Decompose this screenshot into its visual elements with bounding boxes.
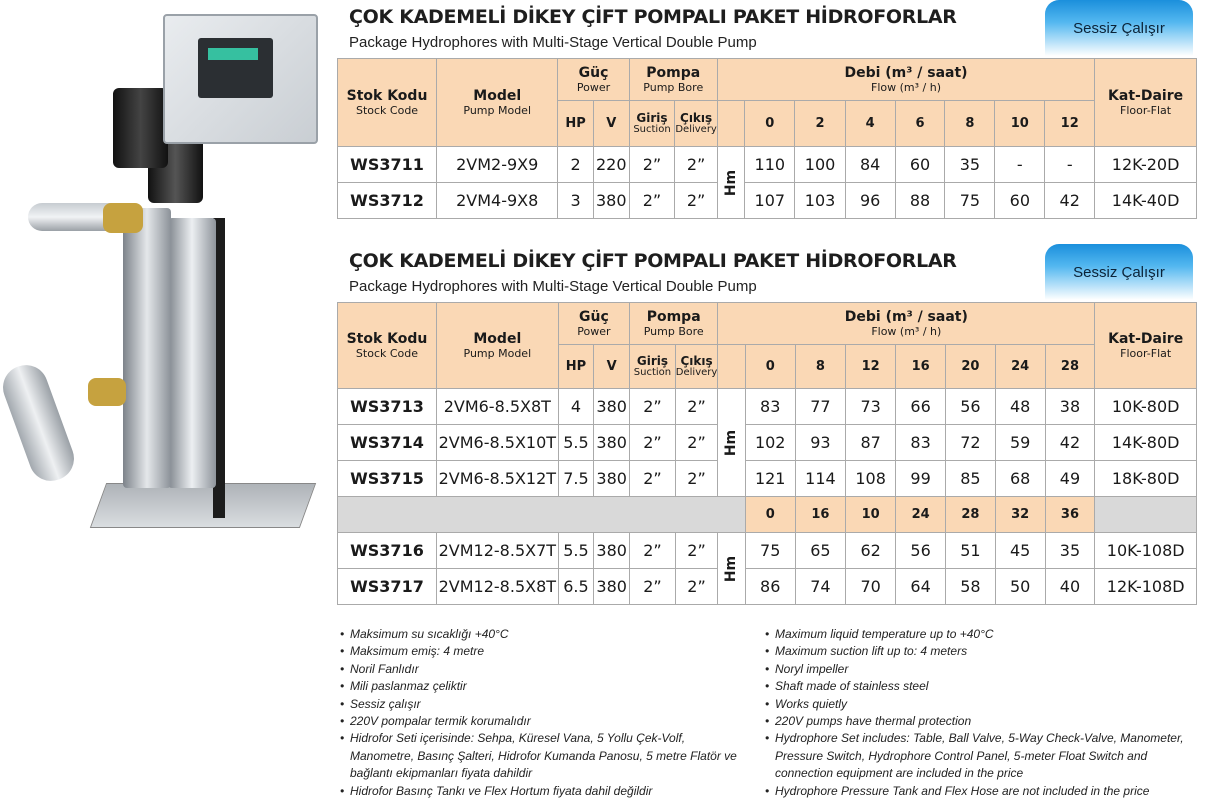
notes-turkish [340,626,750,800]
table-row: WS3715 2VM6-8.5X12T 7.5 380 2” 2” 121 114 108 99 85 68 49 18K-80D [338,461,1197,497]
control-panel-display [208,48,258,60]
section-subtitle: Package Hydrophores with Multi-Stage Vertical Double Pump [349,278,757,295]
col-power: Güç Power [558,59,629,101]
col-suction: Giriş Suction [629,101,675,147]
list-item: • Hidrofor Basınç Tankı ve Flex Hortum fiyata dahil değildir [340,783,750,800]
col-v: V [593,101,629,147]
section-subtitle: Package Hydrophores with Multi-Stage Vertical Double Pump [349,34,757,51]
col-pump: Pompa Pump Bore [629,59,717,101]
list-item: • Maximum liquid temperature up to +40°C [765,626,1205,643]
table-row: WS3711 2VM2-9X9 2 220 2” 2” Hm 110 100 84 60 35 - - 12K-20D [338,147,1197,183]
col-flow: Debi (m³ / saat) Flow (m³ / h) [717,59,1094,101]
list-item: • 220V pompalar termik korumalıdır [340,713,750,730]
col-delivery: Çıkış Delivery [675,101,718,147]
col-suction: Giriş Suction [630,345,676,389]
col-pump: Pompa Pump Bore [630,303,718,345]
flow-0: 0 [745,101,795,147]
flow-3: 6 [895,101,945,147]
list-item: • Maksimum su sıcaklığı +40°C [340,626,750,643]
flow-0: 0 [745,345,795,389]
pump-body-right [168,218,216,488]
flow-4: 8 [945,101,995,147]
section-title: ÇOK KADEMELİ DİKEY ÇİFT POMPALI PAKET HİDROFORLAR [349,250,957,272]
col-delivery: Çıkış Delivery [675,345,718,389]
quiet-badge: Sessiz Çalışır [1045,244,1193,300]
list-item: • Hydrophore Set includes: Table, Ball Valve, 5-Way Check-Valve, Manometer, Pressure Switch, Hydrophore Control Panel, 5-meter Float Switch and connection equipment are included in the price [765,730,1205,782]
table-row: WS3714 2VM6-8.5X10T 5.5 380 2” 2” 102 93 87 83 72 59 42 14K-80D [338,425,1197,461]
table-row: WS3713 2VM6-8.5X8T 4 380 2” 2” Hm 83 77 73 66 56 48 38 10K-80D [338,389,1197,425]
product-image [8,8,330,548]
list-item: • Hydrophore Pressure Tank and Flex Hose are not included in the price [765,783,1205,800]
list-item: • Mili paslanmaz çeliktir [340,678,750,695]
quiet-badge: Sessiz Çalışır [1045,0,1193,56]
flow-5: 10 [995,101,1045,147]
col-model: Model Pump Model [437,59,558,147]
base-frame [90,483,316,528]
col-model: Model Pump Model [436,303,558,389]
flow-2: 12 [846,345,896,389]
col-stock-code: Stok Kodu Stock Code [338,303,437,389]
list-item: • Sessiz çalışır [340,696,750,713]
product-table-1 [337,58,1197,219]
col-flow: Debi (m³ / saat) Flow (m³ / h) [718,303,1095,345]
suction-pipe [0,359,80,487]
list-item: • 220V pumps have thermal protection [765,713,1205,730]
flow-6: 28 [1045,345,1095,389]
valve-top [103,203,143,233]
col-v: V [594,345,630,389]
notes-english [765,626,1205,800]
motor-left [113,88,168,168]
flow-1: 2 [795,101,845,147]
col-floor: Kat-Daire Floor-Flat [1095,59,1197,147]
pump-body-left [123,208,171,488]
flow-1: 8 [795,345,845,389]
table-row: WS3717 2VM12-8.5X8T 6.5 380 2” 2” 86 74 70 64 58 50 40 12K-108D [338,569,1197,605]
col-power: Güç Power [558,303,629,345]
list-item: • Works quietly [765,696,1205,713]
section-1 [337,0,1197,219]
flow-header-row: 0 16 10 24 28 32 36 [338,497,1197,533]
flow-6: 12 [1045,101,1095,147]
flow-2: 4 [845,101,895,147]
flow-5: 24 [995,345,1045,389]
table-row: WS3712 2VM4-9X8 3 380 2” 2” 107 103 96 88 75 60 42 14K-40D [338,183,1197,219]
list-item: • Shaft made of stainless steel [765,678,1205,695]
list-item: • Maksimum emiş: 4 metre [340,643,750,660]
col-stock-code: Stok Kodu Stock Code [338,59,437,147]
control-panel-screen [198,38,273,98]
product-table-2 [337,302,1197,605]
hm-label: Hm [717,147,744,219]
list-item: • Noryl impeller [765,661,1205,678]
valve-bottom [88,378,126,406]
list-item: • Maximum suction lift up to: 4 meters [765,643,1205,660]
flow-3: 16 [896,345,946,389]
col-floor: Kat-Daire Floor-Flat [1095,303,1197,389]
list-item: • Noril Fanlıdır [340,661,750,678]
flow-4: 20 [946,345,996,389]
table-row: WS3716 2VM12-8.5X7T 5.5 380 2” 2” Hm 75 65 62 56 51 45 35 10K-108D [338,533,1197,569]
col-hp: HP [558,345,594,389]
list-item: • Hidrofor Seti içerisinde: Sehpa, Küresel Vana, 5 Yollu Çek-Volf, Manometre, Basınç Şalteri, Hidrofor Kumanda Panosu, 5 metre Flatör ve bağlantı ekipmanları fiyata dahildir [340,730,750,782]
col-hp: HP [558,101,593,147]
hm-label: Hm [718,533,745,605]
section-2 [337,244,1197,605]
hm-label: Hm [718,389,745,497]
section-title: ÇOK KADEMELİ DİKEY ÇİFT POMPALI PAKET HİDROFORLAR [349,6,957,28]
